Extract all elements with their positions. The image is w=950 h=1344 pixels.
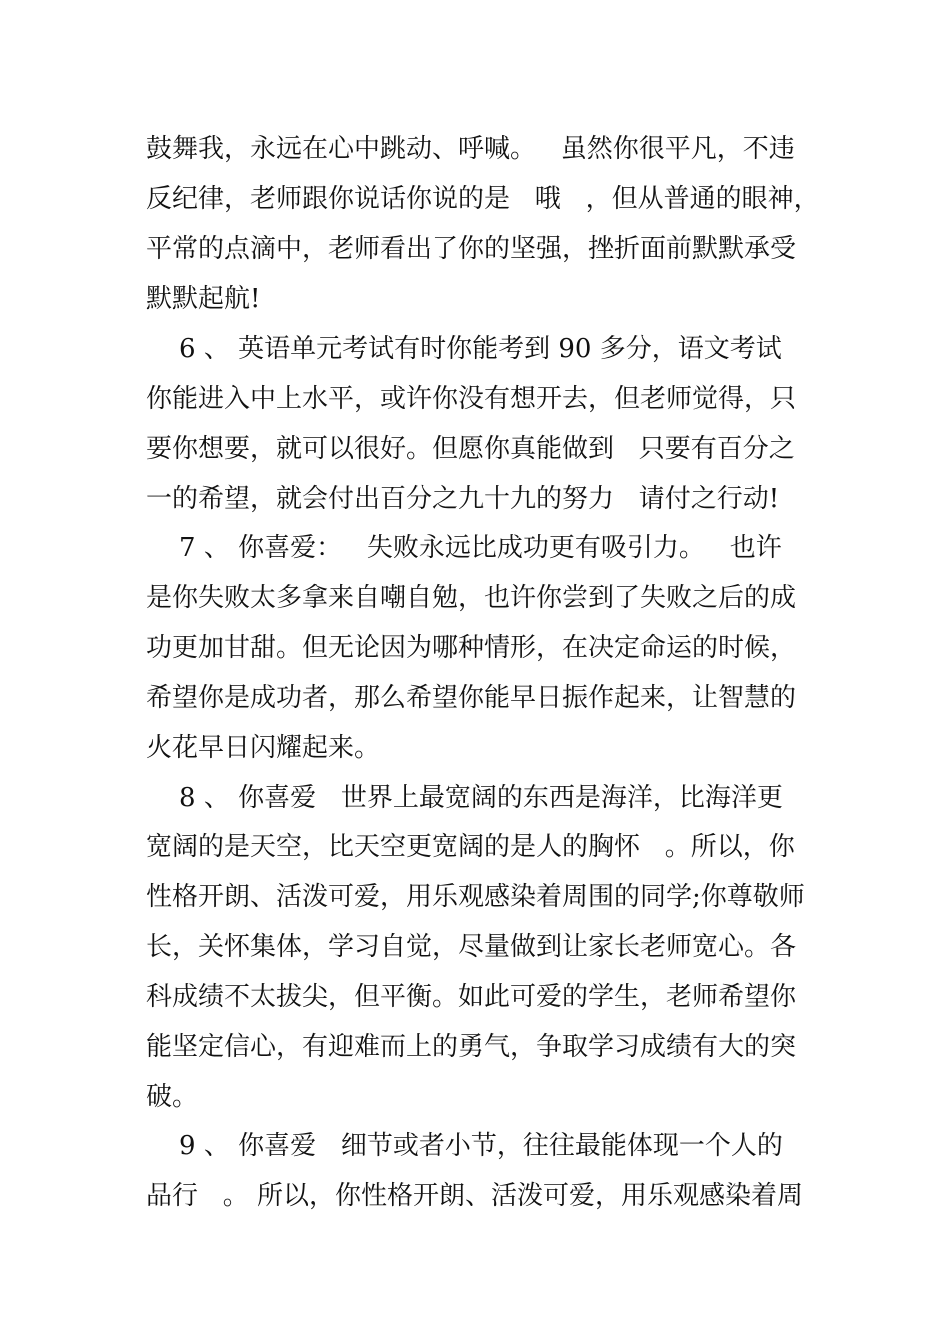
text-line: 8 、 你喜爱 世界上最宽阔的东西是海洋，比海洋更 — [146, 783, 783, 813]
text-line: 长，关怀集体，学习自觉，尽量做到让家长老师宽心。各 — [146, 932, 797, 962]
text-line: 功更加甘甜。但无论因为哪种情形，在决定命运的时候， — [146, 633, 797, 663]
text-line: 火花早日闪耀起来。 — [146, 733, 381, 763]
text-line: 是你失败太多拿来自嘲自勉，也许你尝到了失败之后的成 — [146, 583, 797, 613]
text-line: 鼓舞我，永远在心中跳动、呼喊。 虽然你很平凡，不违 — [146, 134, 795, 164]
text-line: 破。 — [146, 1082, 199, 1112]
text-line: 科成绩不太拔尖，但平衡。如此可爱的学生，老师希望你 — [146, 982, 797, 1012]
text-line: 7 、 你喜爱： 失败永远比成功更有吸引力。 也许 — [146, 533, 782, 563]
text-line: 默默起航! — [146, 284, 261, 314]
text-line: 希望你是成功者，那么希望你能早日振作起来，让智慧的 — [146, 683, 797, 713]
text-line: 一的希望，就会付出百分之九十九的努力 请付之行动! — [146, 484, 780, 514]
text-line: 平常的点滴中，老师看出了你的坚强，挫折面前默默承受 — [146, 234, 797, 264]
text-line: 9 、 你喜爱 细节或者小节，往往最能体现一个人的 — [146, 1131, 783, 1161]
text-line: 6 、 英语单元考试有时你能考到 90 多分，语文考试 — [146, 334, 782, 364]
text-line: 品行 。 所以，你性格开朗、活泼可爱，用乐观感染着周 — [146, 1181, 804, 1211]
text-line: 性格开朗、活泼可爱，用乐观感染着周围的同学;你尊敬师 — [146, 882, 805, 912]
text-line: 反纪律，老师跟你说话你说的是 哦 ，但从普通的眼神， — [146, 184, 820, 214]
text-line: 你能进入中上水平，或许你没有想开去，但老师觉得，只 — [146, 384, 797, 414]
text-line: 宽阔的是天空，比天空更宽阔的是人的胸怀 。所以，你 — [146, 832, 795, 862]
text-line: 能坚定信心，有迎难而上的勇气，争取学习成绩有大的突 — [146, 1032, 797, 1062]
text-line: 要你想要，就可以很好。但愿你真能做到 只要有百分之 — [146, 434, 795, 464]
